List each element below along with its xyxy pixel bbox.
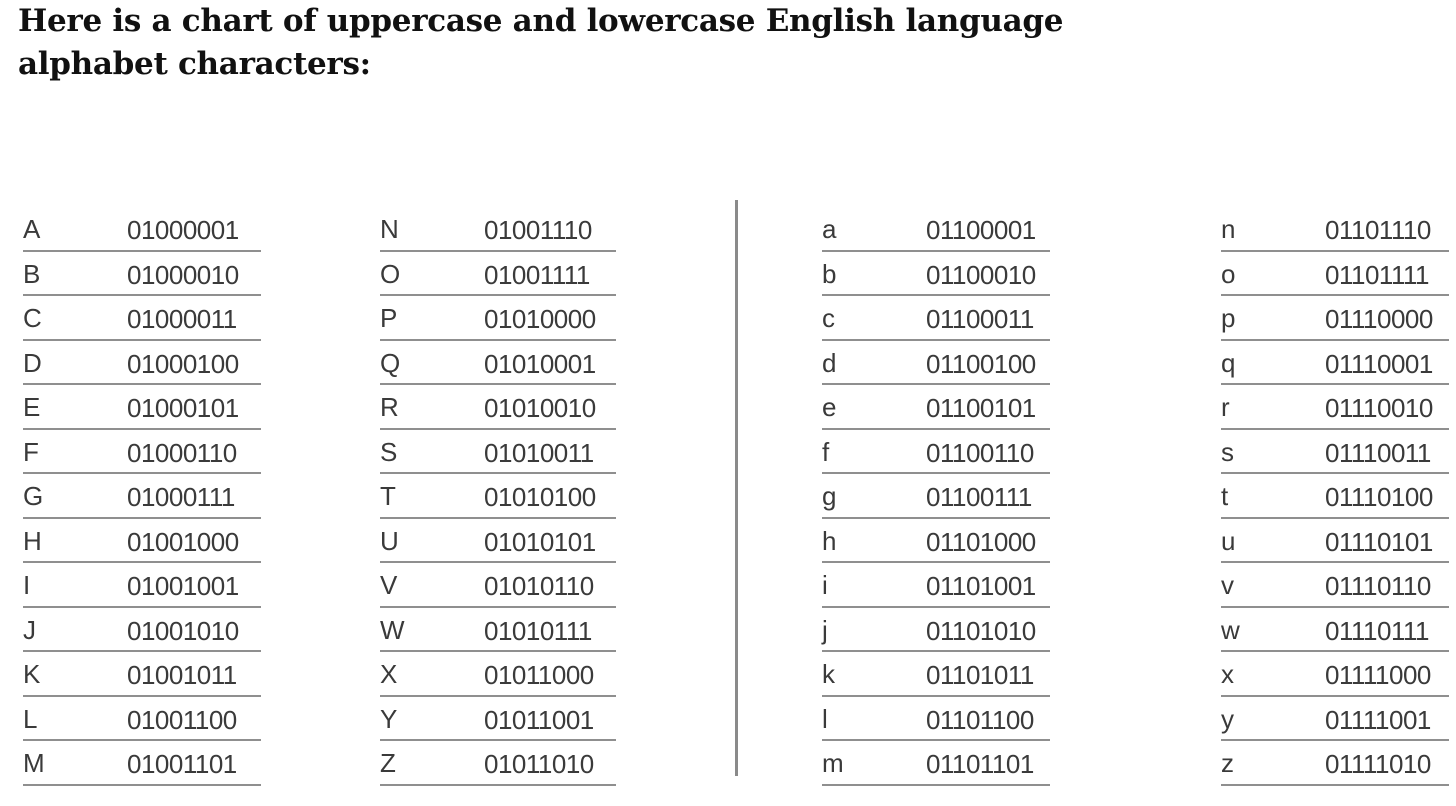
character-label: S xyxy=(380,436,398,467)
character-label: H xyxy=(23,525,42,556)
character-label: c xyxy=(822,303,835,333)
table-row xyxy=(380,741,616,786)
table-row xyxy=(822,385,1050,430)
table-row xyxy=(23,296,261,341)
character-label: B xyxy=(23,258,41,289)
binary-code: 01110101 xyxy=(1325,526,1433,557)
binary-code: 01000101 xyxy=(127,393,239,423)
column-divider xyxy=(735,200,738,776)
character-label: q xyxy=(1221,347,1236,378)
table-row xyxy=(822,474,1050,519)
table-row xyxy=(1221,430,1449,475)
table-row xyxy=(380,474,616,519)
binary-code: 01100011 xyxy=(926,304,1034,334)
binary-code: 01001111 xyxy=(484,259,590,290)
table-row xyxy=(1221,341,1449,386)
binary-code: 01000011 xyxy=(127,304,237,334)
binary-code: 01000001 xyxy=(127,215,239,245)
table-row xyxy=(23,519,261,564)
character-label: P xyxy=(380,303,398,333)
binary-code: 01110110 xyxy=(1325,571,1431,601)
character-label: x xyxy=(1221,659,1234,689)
binary-code: 01011010 xyxy=(484,749,594,779)
character-label: J xyxy=(23,614,36,645)
character-label: T xyxy=(380,481,396,511)
table-row xyxy=(23,608,261,653)
uppercase-column-n-z xyxy=(380,207,616,786)
table-row xyxy=(822,341,1050,386)
table-row xyxy=(380,608,616,653)
character-label: t xyxy=(1221,481,1229,511)
character-label: R xyxy=(380,392,399,422)
character-label: Q xyxy=(380,347,401,378)
binary-code: 01000110 xyxy=(127,437,237,468)
binary-code: 01100100 xyxy=(926,348,1036,379)
binary-code: 01001100 xyxy=(127,704,237,735)
character-label: D xyxy=(23,347,42,378)
table-row xyxy=(23,697,261,742)
table-row xyxy=(380,563,616,608)
table-row xyxy=(1221,385,1449,430)
table-row xyxy=(23,430,261,475)
character-label: f xyxy=(822,436,830,467)
character-label: a xyxy=(822,214,837,244)
binary-code: 01001101 xyxy=(127,749,237,779)
binary-code: 01101111 xyxy=(1325,259,1429,290)
binary-code: 01101110 xyxy=(1325,215,1431,245)
table-row xyxy=(23,252,261,297)
character-label: C xyxy=(23,303,42,333)
table-row xyxy=(1221,296,1449,341)
character-label: p xyxy=(1221,303,1236,333)
character-label: e xyxy=(822,392,837,422)
binary-code: 01100010 xyxy=(926,259,1036,290)
table-row xyxy=(380,697,616,742)
table-row xyxy=(822,697,1050,742)
binary-code: 01101010 xyxy=(926,615,1036,646)
binary-code: 01001010 xyxy=(127,615,239,646)
binary-code: 01110000 xyxy=(1325,304,1433,334)
table-row xyxy=(822,207,1050,252)
character-label: M xyxy=(23,748,45,778)
binary-code: 01110011 xyxy=(1325,437,1431,468)
binary-code: 01110111 xyxy=(1325,615,1429,646)
table-row xyxy=(380,252,616,297)
character-label: r xyxy=(1221,392,1230,422)
character-label: F xyxy=(23,436,39,467)
character-label: O xyxy=(380,258,401,289)
table-row xyxy=(23,741,261,786)
table-row xyxy=(1221,741,1449,786)
character-label: y xyxy=(1221,703,1234,734)
character-label: h xyxy=(822,525,837,556)
table-row xyxy=(1221,608,1449,653)
table-row xyxy=(380,341,616,386)
character-label: V xyxy=(380,570,398,600)
table-row xyxy=(1221,207,1449,252)
character-label: n xyxy=(1221,214,1236,244)
character-label: k xyxy=(822,659,835,689)
table-row xyxy=(822,652,1050,697)
lowercase-column-a-m xyxy=(822,207,1050,786)
binary-code: 01000100 xyxy=(127,348,239,379)
character-label: L xyxy=(23,703,38,734)
character-label: v xyxy=(1221,570,1234,600)
character-label: b xyxy=(822,258,837,289)
character-label: d xyxy=(822,347,837,378)
table-row xyxy=(380,519,616,564)
character-label: E xyxy=(23,392,41,422)
binary-code: 01001001 xyxy=(127,571,239,601)
table-row xyxy=(822,519,1050,564)
binary-code: 01110100 xyxy=(1325,482,1433,512)
page-heading: Here is a chart of uppercase and lowercase English language alphabet characters: xyxy=(18,3,1064,82)
table-row xyxy=(822,608,1050,653)
uppercase-column-a-m xyxy=(23,207,261,786)
character-label: s xyxy=(1221,436,1234,467)
binary-code: 01010110 xyxy=(484,571,594,601)
binary-code: 01010101 xyxy=(484,526,596,557)
character-label: A xyxy=(23,214,41,244)
character-label: m xyxy=(822,748,844,778)
binary-code: 01101001 xyxy=(926,571,1036,601)
binary-code: 01101011 xyxy=(926,660,1034,690)
table-row xyxy=(380,385,616,430)
character-label: u xyxy=(1221,525,1236,556)
binary-code: 01010100 xyxy=(484,482,596,512)
binary-code: 01011001 xyxy=(484,704,594,735)
character-label: X xyxy=(380,659,398,689)
table-row xyxy=(380,430,616,475)
table-row xyxy=(380,296,616,341)
table-row xyxy=(822,430,1050,475)
binary-code: 01001110 xyxy=(484,215,592,245)
binary-code: 01110010 xyxy=(1325,393,1433,423)
binary-code: 01000111 xyxy=(127,482,235,512)
binary-code: 01010000 xyxy=(484,304,596,334)
table-row xyxy=(1221,652,1449,697)
binary-code: 01010010 xyxy=(484,393,596,423)
character-label: Z xyxy=(380,748,396,778)
binary-code: 01100101 xyxy=(926,393,1036,423)
table-row xyxy=(23,474,261,519)
table-row xyxy=(1221,563,1449,608)
table-row xyxy=(1221,474,1449,519)
table-row xyxy=(380,207,616,252)
table-row xyxy=(23,652,261,697)
table-row xyxy=(1221,252,1449,297)
binary-code: 01101100 xyxy=(926,704,1034,735)
table-row xyxy=(822,741,1050,786)
binary-code: 01001000 xyxy=(127,526,239,557)
character-label: I xyxy=(23,570,31,600)
character-label: U xyxy=(380,525,399,556)
character-label: w xyxy=(1221,614,1240,645)
character-label: z xyxy=(1221,748,1234,778)
binary-code: 01111000 xyxy=(1325,660,1431,690)
character-label: K xyxy=(23,659,41,689)
binary-code: 01100001 xyxy=(926,215,1036,245)
binary-code: 01110001 xyxy=(1325,348,1433,379)
binary-code: 01000010 xyxy=(127,259,239,290)
table-row xyxy=(1221,519,1449,564)
character-label: W xyxy=(380,614,405,645)
binary-code: 01010111 xyxy=(484,615,592,646)
character-label: j xyxy=(822,614,828,645)
binary-code: 01100111 xyxy=(926,482,1032,512)
character-label: l xyxy=(822,703,828,734)
table-row xyxy=(23,207,261,252)
character-label: G xyxy=(23,481,44,511)
binary-code: 01111010 xyxy=(1325,749,1431,779)
table-row xyxy=(23,385,261,430)
character-label: i xyxy=(822,570,828,600)
lowercase-column-n-z xyxy=(1221,207,1449,786)
character-label: Y xyxy=(380,703,398,734)
table-row xyxy=(23,563,261,608)
binary-code: 01001011 xyxy=(127,660,237,690)
table-row xyxy=(822,296,1050,341)
character-label: N xyxy=(380,214,399,244)
binary-code: 01100110 xyxy=(926,437,1034,468)
binary-code: 01011000 xyxy=(484,660,594,690)
binary-code: 01010011 xyxy=(484,437,594,468)
character-label: g xyxy=(822,481,837,511)
table-row xyxy=(822,252,1050,297)
table-row xyxy=(1221,697,1449,742)
binary-code: 01010001 xyxy=(484,348,596,379)
binary-code: 01111001 xyxy=(1325,704,1431,735)
binary-code: 01101101 xyxy=(926,749,1034,779)
table-row xyxy=(380,652,616,697)
character-label: o xyxy=(1221,258,1236,289)
table-row xyxy=(23,341,261,386)
table-row xyxy=(822,563,1050,608)
binary-code: 01101000 xyxy=(926,526,1036,557)
